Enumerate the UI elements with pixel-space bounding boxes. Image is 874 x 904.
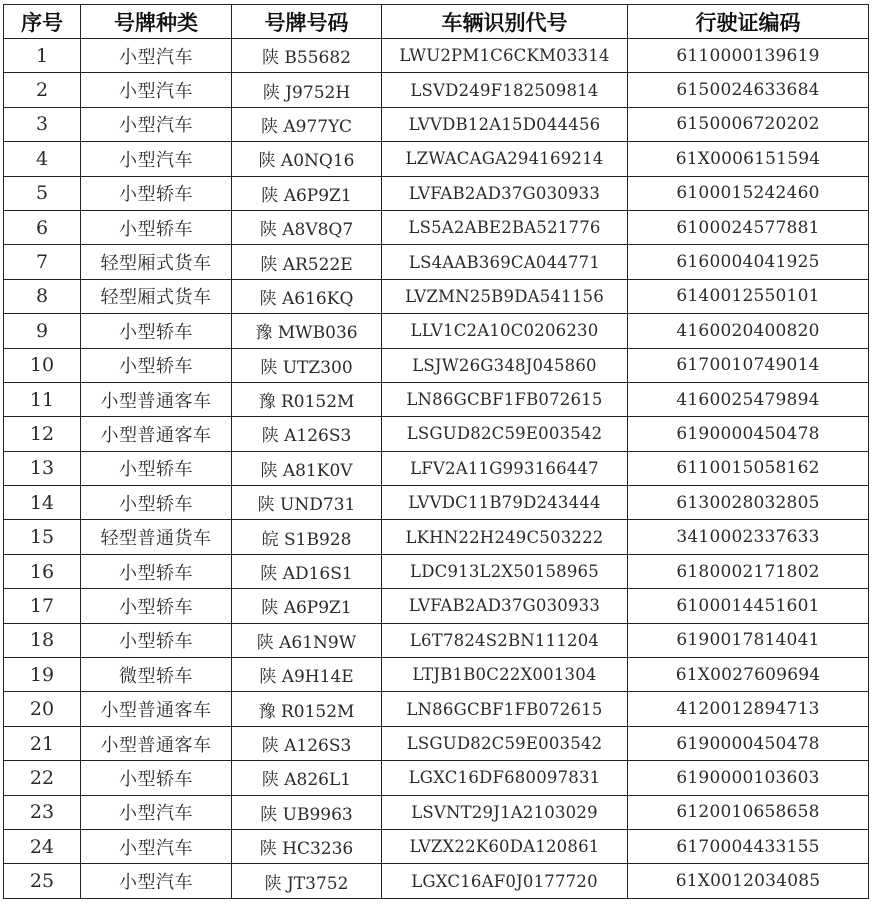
cell-plate-type: 小型普通客车 — [81, 417, 232, 451]
table-row — [4, 692, 869, 726]
cell-index: 24 — [4, 829, 81, 863]
cell-vin: LDC913L2X50158965 — [382, 554, 628, 588]
cell-plate-type: 小型汽车 — [81, 864, 232, 898]
cell-plate-type: 小型轿车 — [81, 761, 232, 795]
cell-index: 12 — [4, 417, 81, 451]
cell-vin: LS5A2ABE2BA521776 — [382, 210, 628, 244]
cell-plate-number: 陕 A126S3 — [232, 726, 382, 760]
cell-plate-number: 豫 R0152M — [232, 382, 382, 416]
header-plate-type: 号牌种类 — [81, 5, 232, 39]
cell-plate-type: 小型轿车 — [81, 348, 232, 382]
cell-license-code: 61X0012034085 — [628, 864, 869, 898]
cell-vin: LGXC16DF680097831 — [382, 761, 628, 795]
table-row — [4, 382, 869, 416]
cell-plate-type: 小型普通客车 — [81, 382, 232, 416]
cell-vin: LSJW26G348J045860 — [382, 348, 628, 382]
cell-index: 15 — [4, 520, 81, 554]
cell-plate-type: 小型汽车 — [81, 142, 232, 176]
cell-vin: LVFAB2AD37G030933 — [382, 176, 628, 210]
cell-vin: LZWACAGA294169214 — [382, 142, 628, 176]
header-plate-number: 号牌号码 — [232, 5, 382, 39]
vehicle-table-sheet — [3, 4, 868, 900]
cell-license-code: 6120010658658 — [628, 795, 869, 829]
cell-vin: LVVDB12A15D044456 — [382, 107, 628, 141]
cell-vin: LLV1C2A10C0206230 — [382, 314, 628, 348]
cell-license-code: 4160025479894 — [628, 382, 869, 416]
cell-plate-number: 陕 HC3236 — [232, 829, 382, 863]
cell-license-code: 6170004433155 — [628, 829, 869, 863]
table-row — [4, 795, 869, 829]
cell-plate-type: 轻型普通货车 — [81, 520, 232, 554]
cell-index: 10 — [4, 348, 81, 382]
cell-plate-type: 小型轿车 — [81, 314, 232, 348]
cell-index: 17 — [4, 589, 81, 623]
table-row — [4, 107, 869, 141]
cell-index: 11 — [4, 382, 81, 416]
cell-license-code: 6190000103603 — [628, 761, 869, 795]
cell-vin: LVFAB2AD37G030933 — [382, 589, 628, 623]
cell-vin: LTJB1B0C22X001304 — [382, 658, 628, 692]
cell-plate-type: 小型轿车 — [81, 486, 232, 520]
cell-license-code: 6150024633684 — [628, 73, 869, 107]
table-row — [4, 245, 869, 279]
cell-plate-number: 陕 A977YC — [232, 107, 382, 141]
cell-license-code: 6100015242460 — [628, 176, 869, 210]
cell-plate-type: 小型普通客车 — [81, 692, 232, 726]
cell-vin: LS4AAB369CA044771 — [382, 245, 628, 279]
table-row — [4, 623, 869, 657]
header-license-code: 行驶证编码 — [628, 5, 869, 39]
cell-plate-number: 陕 A9H14E — [232, 658, 382, 692]
table-row — [4, 589, 869, 623]
table-body — [4, 39, 869, 899]
table-row — [4, 486, 869, 520]
cell-plate-type: 小型轿车 — [81, 589, 232, 623]
cell-index: 19 — [4, 658, 81, 692]
cell-index: 16 — [4, 554, 81, 588]
cell-plate-number: 陕 UTZ300 — [232, 348, 382, 382]
cell-license-code: 6140012550101 — [628, 279, 869, 313]
cell-index: 3 — [4, 107, 81, 141]
table-row — [4, 73, 869, 107]
table-row — [4, 658, 869, 692]
cell-license-code: 6180002171802 — [628, 554, 869, 588]
cell-license-code: 6130028032805 — [628, 486, 869, 520]
table-row — [4, 451, 869, 485]
cell-vin: LVVDC11B79D243444 — [382, 486, 628, 520]
cell-vin: LSGUD82C59E003542 — [382, 417, 628, 451]
cell-plate-type: 轻型厢式货车 — [81, 245, 232, 279]
cell-license-code: 6150006720202 — [628, 107, 869, 141]
cell-plate-number: 豫 MWB036 — [232, 314, 382, 348]
table-row — [4, 348, 869, 382]
cell-plate-type: 小型轿车 — [81, 210, 232, 244]
cell-index: 14 — [4, 486, 81, 520]
cell-plate-number: 陕 A126S3 — [232, 417, 382, 451]
table-row — [4, 314, 869, 348]
cell-plate-number: 陕 AD16S1 — [232, 554, 382, 588]
cell-plate-number: 陕 UB9963 — [232, 795, 382, 829]
cell-license-code: 6190017814041 — [628, 623, 869, 657]
cell-license-code: 6110000139619 — [628, 39, 869, 73]
table-header-row — [4, 5, 869, 39]
cell-plate-number: 陕 A826L1 — [232, 761, 382, 795]
cell-index: 20 — [4, 692, 81, 726]
cell-index: 5 — [4, 176, 81, 210]
cell-vin: LSVD249F182509814 — [382, 73, 628, 107]
cell-plate-number: 陕 A8V8Q7 — [232, 210, 382, 244]
vehicle-table — [3, 4, 869, 899]
table-row — [4, 39, 869, 73]
cell-license-code: 4160020400820 — [628, 314, 869, 348]
cell-vin: LVZX22K60DA120861 — [382, 829, 628, 863]
cell-vin: LFV2A11G993166447 — [382, 451, 628, 485]
cell-plate-number: 陕 A81K0V — [232, 451, 382, 485]
cell-license-code: 61X0006151594 — [628, 142, 869, 176]
cell-license-code: 6100024577881 — [628, 210, 869, 244]
cell-plate-number: 陕 UND731 — [232, 486, 382, 520]
cell-plate-type: 小型汽车 — [81, 73, 232, 107]
cell-index: 9 — [4, 314, 81, 348]
table-row — [4, 761, 869, 795]
cell-plate-number: 豫 R0152M — [232, 692, 382, 726]
cell-index: 4 — [4, 142, 81, 176]
cell-plate-number: 陕 AR522E — [232, 245, 382, 279]
cell-plate-number: 陕 JT3752 — [232, 864, 382, 898]
cell-plate-number: 陕 J9752H — [232, 73, 382, 107]
cell-index: 23 — [4, 795, 81, 829]
table-row — [4, 554, 869, 588]
cell-index: 25 — [4, 864, 81, 898]
cell-plate-number: 陕 B55682 — [232, 39, 382, 73]
cell-vin: LN86GCBF1FB072615 — [382, 692, 628, 726]
cell-plate-number: 陕 A616KQ — [232, 279, 382, 313]
cell-vin: LWU2PM1C6CKM03314 — [382, 39, 628, 73]
cell-plate-type: 小型轿车 — [81, 176, 232, 210]
cell-plate-type: 轻型厢式货车 — [81, 279, 232, 313]
table-row — [4, 279, 869, 313]
header-index: 序号 — [4, 5, 81, 39]
cell-plate-type: 小型轿车 — [81, 554, 232, 588]
cell-plate-number: 陕 A61N9W — [232, 623, 382, 657]
table-row — [4, 520, 869, 554]
table-row — [4, 726, 869, 760]
cell-license-code: 4120012894713 — [628, 692, 869, 726]
cell-license-code: 6190000450478 — [628, 417, 869, 451]
cell-vin: LSVNT29J1A2103029 — [382, 795, 628, 829]
cell-plate-type: 微型轿车 — [81, 658, 232, 692]
cell-vin: LKHN22H249C503222 — [382, 520, 628, 554]
cell-plate-number: 陕 A6P9Z1 — [232, 589, 382, 623]
cell-vin: LVZMN25B9DA541156 — [382, 279, 628, 313]
cell-vin: LGXC16AF0J0177720 — [382, 864, 628, 898]
cell-vin: LSGUD82C59E003542 — [382, 726, 628, 760]
cell-license-code: 6170010749014 — [628, 348, 869, 382]
cell-plate-number: 陕 A0NQ16 — [232, 142, 382, 176]
cell-plate-type: 小型汽车 — [81, 795, 232, 829]
cell-index: 2 — [4, 73, 81, 107]
header-vin: 车辆识别代号 — [382, 5, 628, 39]
cell-license-code: 3410002337633 — [628, 520, 869, 554]
cell-license-code: 6100014451601 — [628, 589, 869, 623]
cell-license-code: 6110015058162 — [628, 451, 869, 485]
cell-index: 7 — [4, 245, 81, 279]
cell-index: 8 — [4, 279, 81, 313]
cell-plate-type: 小型汽车 — [81, 107, 232, 141]
cell-index: 21 — [4, 726, 81, 760]
cell-plate-type: 小型汽车 — [81, 39, 232, 73]
cell-plate-type: 小型轿车 — [81, 623, 232, 657]
cell-index: 18 — [4, 623, 81, 657]
cell-index: 1 — [4, 39, 81, 73]
cell-vin: L6T7824S2BN111204 — [382, 623, 628, 657]
cell-plate-number: 皖 S1B928 — [232, 520, 382, 554]
cell-index: 13 — [4, 451, 81, 485]
cell-license-code: 6160004041925 — [628, 245, 869, 279]
cell-vin: LN86GCBF1FB072615 — [382, 382, 628, 416]
cell-plate-number: 陕 A6P9Z1 — [232, 176, 382, 210]
table-row — [4, 417, 869, 451]
cell-plate-type: 小型普通客车 — [81, 726, 232, 760]
table-row — [4, 864, 869, 898]
table-row — [4, 829, 869, 863]
cell-plate-type: 小型轿车 — [81, 451, 232, 485]
cell-index: 6 — [4, 210, 81, 244]
table-row — [4, 176, 869, 210]
table-row — [4, 142, 869, 176]
cell-index: 22 — [4, 761, 81, 795]
cell-license-code: 6190000450478 — [628, 726, 869, 760]
cell-plate-type: 小型汽车 — [81, 829, 232, 863]
table-row — [4, 210, 869, 244]
cell-license-code: 61X0027609694 — [628, 658, 869, 692]
